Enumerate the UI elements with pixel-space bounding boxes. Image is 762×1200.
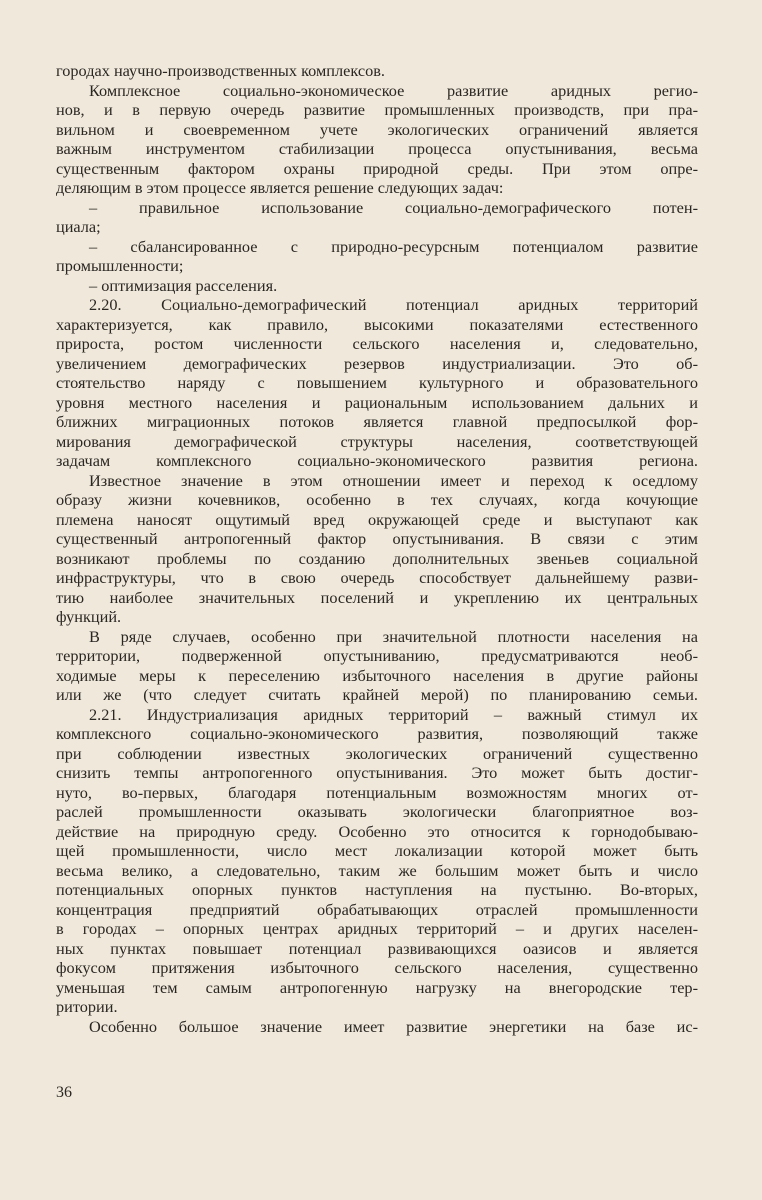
text-line: Комплексное социально-экономическое развитие аридных регио- bbox=[89, 80, 698, 100]
page-number: 36 bbox=[56, 1084, 72, 1101]
body-text bbox=[56, 61, 698, 1036]
text-line: образу жизни кочевников, особенно в тех случаях, когда кочующие bbox=[56, 490, 698, 509]
text-line: ритории. bbox=[56, 997, 118, 1016]
text-line: существенным фактором охраны природной среды. При этом опре- bbox=[56, 158, 698, 178]
text-line: промышленности; bbox=[56, 256, 184, 275]
text-line: в городах – опорных центрах аридных территорий – и других населен- bbox=[56, 919, 698, 938]
text-line: фокусом притяжения избыточного сельского населения, существенно bbox=[56, 958, 698, 977]
text-line: деляющим в этом процессе является решение следующих задач: bbox=[56, 178, 504, 197]
text-line: при соблюдении известных экологических ограничений существенно bbox=[56, 743, 698, 763]
text-line: городах научно-производственных комплексов. bbox=[56, 61, 385, 80]
text-line: характеризуется, как правило, высокими показателями естественного bbox=[56, 314, 698, 334]
text-line: функций. bbox=[56, 607, 122, 626]
text-line: раслей промышленности оказывать экологически благоприятное воз- bbox=[56, 802, 698, 821]
text-line: – сбалансированное с природно-ресурсным потенциалом развитие bbox=[89, 236, 698, 256]
text-line: – оптимизация расселения. bbox=[89, 275, 278, 295]
text-line: прироста, ростом численности сельского населения и, следовательно, bbox=[56, 334, 698, 353]
text-line: мирования демографической структуры населения, соответствующей bbox=[56, 431, 698, 451]
text-line: задачам комплексного социально-экономического развития региона. bbox=[56, 451, 698, 470]
text-line: В ряде случаев, особенно при значительной плотности населения на bbox=[89, 626, 698, 646]
text-line: тию наиболее значительных поселений и укреплению их центральных bbox=[56, 587, 698, 607]
text-line: нуто, во-первых, благодаря потенциальным возможностям многих от- bbox=[56, 782, 698, 802]
text-line: комплексного социально-экономического развития, позволяющий также bbox=[56, 724, 698, 743]
text-line: ных пунктах повышает потенциал развивающихся оазисов и является bbox=[56, 938, 698, 958]
text-line: уровня местного населения и рациональным использованием дальних и bbox=[56, 392, 698, 412]
text-line: снизить темпы антропогенного опустынивания. Это может быть достиг- bbox=[56, 763, 698, 782]
text-line: концентрация предприятий обрабатывающих отраслей промышленности bbox=[56, 899, 698, 919]
text-line: территории, подверженной опустыниванию, предусматриваются необ- bbox=[56, 646, 698, 665]
text-line: инфраструктуры, что в свою очередь способствует дальнейшему разви- bbox=[56, 568, 698, 587]
text-line: 2.21. Индустриализация аридных территорий – важный стимул их bbox=[89, 704, 698, 724]
text-line: или же (что следует считать крайней мерой) по планированию семьи. bbox=[56, 685, 698, 704]
text-line: щей промышленности, число мест локализации которой может быть bbox=[56, 841, 698, 860]
text-line: ближних миграционных потоков является главной предпосылкой фор- bbox=[56, 412, 698, 431]
text-line: Известное значение в этом отношении имеет и переход к оседлому bbox=[89, 470, 698, 490]
text-line: увеличением демографических резервов индустриализации. Это об- bbox=[56, 353, 698, 373]
text-line: стоятельство наряду с повышением культурного и образовательного bbox=[56, 373, 698, 392]
text-line: возникают проблемы по созданию дополнительных звеньев социальной bbox=[56, 548, 698, 568]
text-line: потенциальных опорных пунктов наступления на пустыню. Во-вторых, bbox=[56, 880, 698, 899]
text-line: нов, и в первую очередь развитие промышленных производств, при пра- bbox=[56, 100, 698, 119]
text-line: весьма велико, а следовательно, таким же большим может быть и число bbox=[56, 860, 698, 880]
text-line: – правильное использование социально-демографического потен- bbox=[89, 197, 698, 217]
text-line: 2.20. Социально-демографический потенциал аридных территорий bbox=[89, 295, 698, 314]
text-line: ходимые меры к переселению избыточного населения в другие районы bbox=[56, 665, 698, 685]
text-line: племена наносят ощутимый вред окружающей среде и выступают как bbox=[56, 509, 698, 529]
text-line: существенный антропогенный фактор опустынивания. В связи с этим bbox=[56, 529, 698, 548]
text-line: циала; bbox=[56, 217, 101, 236]
text-line: Особенно большое значение имеет развитие энергетики на базе ис- bbox=[89, 1016, 698, 1036]
text-line: уменьшая тем самым антропогенную нагрузку на внегородские тер- bbox=[56, 977, 698, 997]
text-line: важным инструментом стабилизации процесса опустынивания, весьма bbox=[56, 139, 698, 158]
text-line: действие на природную среду. Особенно это относится к горнодобываю- bbox=[56, 821, 698, 841]
text-line: вильном и своевременном учете экологических ограничений является bbox=[56, 119, 698, 139]
